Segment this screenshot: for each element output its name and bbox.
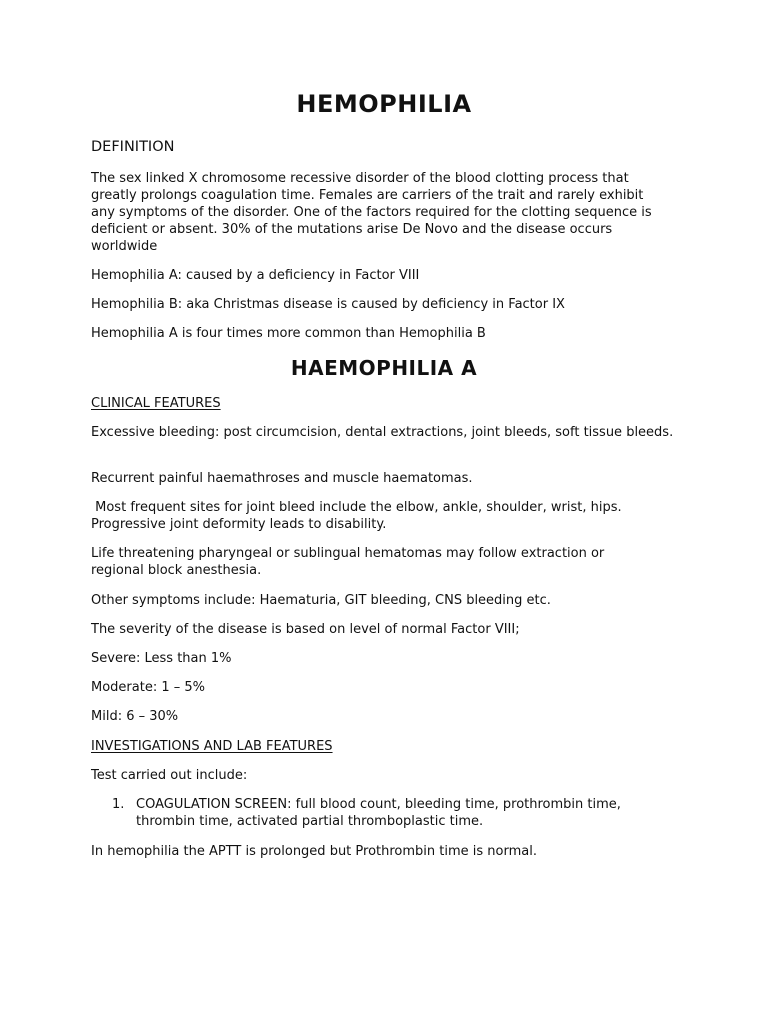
clinical-paragraph: Life threatening pharyngeal or sublingual hematomas may follow extraction or regional block anesthesia. xyxy=(91,546,605,578)
clinical-paragraph: Most frequent sites for joint bleed include the elbow, ankle, shoulder, wrist, hips. Progressive joint deformity leads to disability. xyxy=(91,500,626,532)
clinical-paragraph: Recurrent painful haemathroses and muscle haematomas. xyxy=(91,471,473,486)
severity-moderate: Moderate: 1 – 5% xyxy=(91,680,205,695)
severity-mild: Mild: 6 – 30% xyxy=(91,709,179,724)
definition-paragraph: The sex linked X chromosome recessive disorder of the blood clotting process that greatly prolongs coagulation time. Females are carriers of the trait and rarely exhibit any symptoms of the disorder. One of the factors required for the clotting sequence is deficient or absent. 30% of the mutations arise De Novo and the disease occurs worldwide xyxy=(91,171,652,254)
list-item-number: 1. xyxy=(112,797,125,812)
hemophilia-b-definition: Hemophilia B: aka Christmas disease is caused by deficiency in Factor IX xyxy=(91,297,565,312)
definition-heading: DEFINITION xyxy=(91,139,175,155)
clinical-paragraph: The severity of the disease is based on level of normal Factor VIII; xyxy=(91,622,520,637)
list-item-text: COAGULATION SCREEN: full blood count, bleeding time, prothrombin time, thrombin time, activated partial thromboplastic time. xyxy=(136,797,621,829)
clinical-features-heading: CLINICAL FEATURES xyxy=(91,396,221,411)
document-title: HEMOPHILIA xyxy=(296,90,472,118)
clinical-paragraph: Other symptoms include: Haematuria, GIT bleeding, CNS bleeding etc. xyxy=(91,593,551,608)
conclusion-paragraph: In hemophilia the APTT is prolonged but Prothrombin time is normal. xyxy=(91,844,537,859)
tests-intro: Test carried out include: xyxy=(91,768,248,783)
clinical-paragraph: Excessive bleeding: post circumcision, dental extractions, joint bleeds, soft tissue bleeds. xyxy=(91,425,674,440)
frequency-statement: Hemophilia A is four times more common than Hemophilia B xyxy=(91,326,486,341)
investigations-heading: INVESTIGATIONS AND LAB FEATURES xyxy=(91,739,333,754)
section-title-haemophilia-a: HAEMOPHILIA A xyxy=(290,356,478,380)
severity-severe: Severe: Less than 1% xyxy=(91,651,232,666)
hemophilia-a-definition: Hemophilia A: caused by a deficiency in Factor VIII xyxy=(91,268,420,283)
